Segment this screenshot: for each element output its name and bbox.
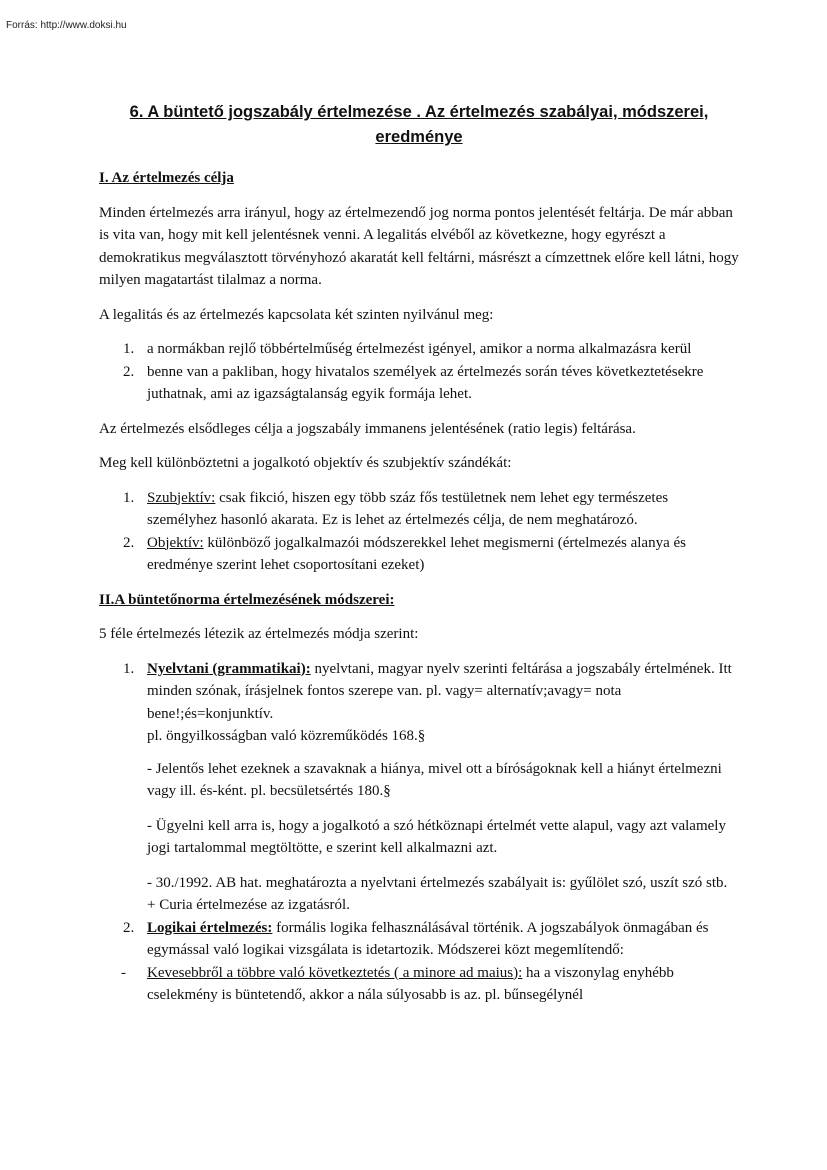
- method-item: [99, 917, 739, 1007]
- list-term: Szubjektív:: [147, 489, 216, 506]
- paragraph: Meg kell különböztetni a jogalkotó objektív és szubjektív szándékát:: [99, 455, 512, 471]
- list-item: [99, 361, 739, 406]
- list-number: 1.: [123, 341, 135, 357]
- list-number: 1.: [123, 660, 135, 677]
- paragraph: 5 féle értelmezés létezik az értelmezés módja szerint:: [99, 626, 419, 642]
- paragraph: Az értelmezés elsődleges célja a jogszabály immanens jelentésének (ratio legis) feltárása.: [99, 420, 636, 437]
- list-item-text: a normákban rejlő többértelműség értelmezést igényel, amikor a norma alkalmazásra kerül: [147, 341, 692, 357]
- paragraph: A legalitás és az értelmezés kapcsolata két szinten nyilvánul meg:: [99, 306, 494, 323]
- method-text: nyelvtani, magyar nyelv szerinti feltárása a jogszabály értelmének. Itt minden szónak, írásjelnek fontos szerepe van. pl. vagy= alternatív;avagy= nota bene!;és=konjunktív.: [147, 660, 732, 722]
- list-term: Objektív:: [147, 534, 204, 551]
- list-number: 1.: [123, 489, 135, 506]
- method-example: pl. öngyilkosságban való közreműködés 168.§: [147, 728, 426, 744]
- method-note: - Ügyelni kell arra is, hogy a jogalkotó a szó hétköznapi értelmét vette alapul, vagy azt valamely jogi tartalommal megtöltötte, e szerint kell alkalmazni azt.: [147, 817, 726, 856]
- paragraph: Minden értelmezés arra irányul, hogy az értelmezendő jog norma pontos jelentését feltárja. De már abban is vita van, hogy mit kell jelentésnek venni. A legalitás elvéből az következne, hogy egyrészt a demokratikus megválasztott törvényhozó akaratát kell feltárni, másrészt a címzettnek előre kell látni, hogy milyen magatartást tilalmaz a norma.: [99, 204, 739, 288]
- list-item-text: különböző jogalkalmazói módszerekkel lehet megismerni (értelmezés alanya és eredménye szerint lehet csoportosítani ezeket): [147, 534, 686, 573]
- dash-item: [121, 962, 739, 1007]
- list-item: [99, 338, 739, 361]
- source-line: Forrás: http://www.doksi.hu: [6, 20, 127, 31]
- list-item: [99, 487, 739, 532]
- document-title: 6. A büntető jogszabály értelmezése . Az értelmezés szabályai, módszerei, eredménye: [129, 103, 709, 146]
- list-number: 2.: [123, 919, 135, 936]
- dash-list: [121, 962, 739, 1007]
- list-item-text: csak fikció, hiszen egy több száz fős testületnek nem lehet egy természetes személyhez hasonló akarata. Ez is lehet az értelmezés célja, de nem meghatározó.: [147, 489, 669, 528]
- section-heading-1: I. Az értelmezés célja: [99, 170, 234, 186]
- document-page: [99, 100, 739, 1019]
- numbered-list: [99, 338, 739, 406]
- section-heading-2: II.A büntetőnorma értelmezésének módszerei:: [99, 591, 395, 608]
- method-note: - Jelentős lehet ezeknek a szavaknak a hiánya, mivel ott a bíróságoknak kell a hiányt értelmezni vagy ill. és-ként. pl. becsületsértés 180.§: [147, 760, 722, 799]
- list-number: 2.: [123, 363, 135, 380]
- method-item: [99, 658, 739, 917]
- list-item-text: benne van a pakliban, hogy hivatalos személyek az értelmezés során téves következtetésekre juthatnak, ami az igazságtalanság egyik formája lehet.: [147, 363, 704, 402]
- dash-text: ha a viszonylag enyhébb cselekmény is büntetendő, akkor a nála súlyosabb is az. pl. bűnsegélynél: [147, 964, 674, 1003]
- method-text: formális logika felhasználásával történik. A jogszabályok önmagában és egymással való logikai vizsgálata is idetartozik. Módszerei közt megemlítendő:: [147, 919, 709, 958]
- list-item: [99, 532, 739, 577]
- method-term: Logikai értelmezés:: [147, 919, 273, 936]
- numbered-list: [99, 487, 739, 577]
- list-number: 2.: [123, 534, 135, 551]
- dash-marker: -: [121, 964, 126, 981]
- method-note: - 30./1992. AB hat. meghatározta a nyelvtani értelmezés szabályait is: gyűlölet szó, uszít szó stb. + Curia értelmezése az izgatásról.: [147, 874, 728, 913]
- dash-term: Kevesebbről a többre való következtetés ( a minore ad maius):: [147, 964, 523, 981]
- methods-list: [99, 658, 739, 1007]
- method-term: Nyelvtani (grammatikai):: [147, 660, 311, 677]
